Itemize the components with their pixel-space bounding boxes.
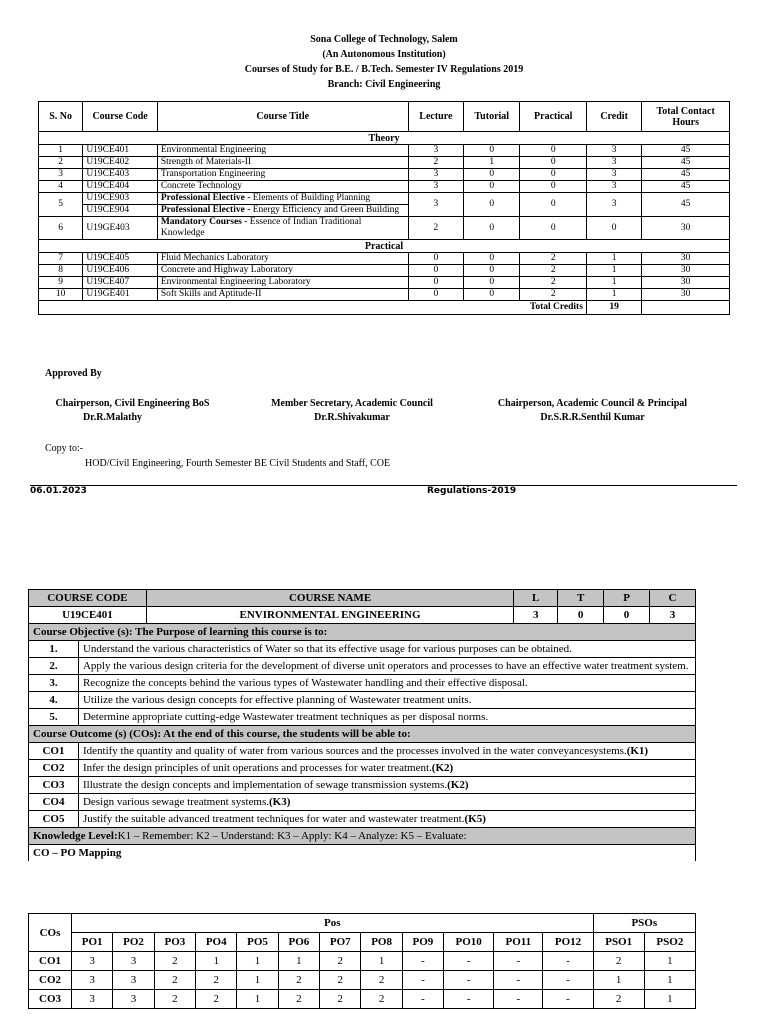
- table-row: [39, 289, 730, 301]
- total-credits-label: Total Credits: [39, 301, 587, 315]
- outcome-text: [78, 811, 695, 828]
- mapping-value: 2: [593, 990, 644, 1009]
- outcome-description: Illustrate the design concepts and implementation of sewage transmission systems.: [82, 779, 448, 791]
- course-name-header: COURSE NAME: [146, 590, 513, 607]
- mapping-value: 1: [644, 990, 695, 1009]
- course-code-cell: U19CE407: [83, 277, 158, 289]
- objective-number: 3.: [29, 675, 79, 692]
- mapping-co-label: CO2: [29, 971, 72, 990]
- tutorial-cell: 1: [464, 157, 520, 169]
- mapping-value: 1: [237, 990, 278, 1009]
- sno-cell: 3: [39, 169, 83, 181]
- mapping-column-header: PO12: [543, 933, 593, 952]
- table-row: [39, 157, 730, 169]
- practical-cell: 2: [520, 289, 586, 301]
- hours-cell: 30: [642, 253, 730, 265]
- mapping-value: -: [444, 952, 494, 971]
- column-header: Practical: [520, 102, 586, 132]
- hours-cell: 45: [642, 145, 730, 157]
- objective-heading-row: [29, 624, 696, 641]
- table-row: [39, 253, 730, 265]
- objective-row: [29, 675, 696, 692]
- elective-label: Professional Elective -: [160, 193, 251, 203]
- outcome-code: CO1: [29, 743, 79, 760]
- practical-cell: 0: [520, 181, 586, 193]
- institution-name: Sona College of Technology, Salem: [310, 34, 458, 45]
- mapping-column-header: PO9: [402, 933, 443, 952]
- tutorial-cell: 0: [464, 145, 520, 157]
- lecture-cell: 0: [408, 265, 463, 277]
- credit-cell: 3: [586, 145, 641, 157]
- mapping-value: 1: [237, 952, 278, 971]
- practical-cell: 0: [520, 157, 586, 169]
- copy-to-label: Copy to:-: [45, 443, 84, 454]
- sno-cell: 7: [39, 253, 83, 265]
- hours-cell: 45: [642, 193, 730, 217]
- mapping-value: 2: [278, 971, 319, 990]
- mapping-co-label: CO1: [29, 952, 72, 971]
- elective-label: Professional Elective -: [160, 205, 251, 215]
- knowledge-level: [29, 828, 696, 845]
- mapping-value: 1: [237, 971, 278, 990]
- branch-title: Branch: Civil Engineering: [327, 79, 441, 90]
- mapping-value: 2: [278, 990, 319, 1009]
- hours-cell: 30: [642, 277, 730, 289]
- mapping-column-header: PSO1: [593, 933, 644, 952]
- objective-number: 5.: [29, 709, 79, 726]
- table-row: [39, 181, 730, 193]
- objective-text: Recognize the concepts behind the various types of Wastewater handling and their effective disposal.: [78, 675, 695, 692]
- outcome-code: CO4: [29, 794, 79, 811]
- outcome-row: [29, 777, 696, 794]
- credit-cell: 3: [586, 157, 641, 169]
- credit-cell: 1: [586, 277, 641, 289]
- outcome-level: (K3): [269, 796, 291, 808]
- mapping-value: -: [402, 952, 443, 971]
- mapping-value: -: [543, 990, 593, 1009]
- mapping-row: [29, 952, 696, 971]
- course-code-cell: U19GE401: [83, 289, 158, 301]
- outcome-row: [29, 743, 696, 760]
- hours-cell: 45: [642, 169, 730, 181]
- mapping-value: 2: [196, 990, 237, 1009]
- course-title-cell: [157, 217, 408, 240]
- hours-cell: 45: [642, 157, 730, 169]
- footer-date: 06.01.2023: [30, 486, 87, 496]
- table-row: [39, 217, 730, 240]
- elective-title: Elements of Building Planning: [252, 193, 371, 203]
- outcome-description: Identify the quantity and quality of water from various sources and the processes involved in the water conveyancesystems.: [82, 745, 627, 757]
- copy-to-block: [45, 441, 390, 471]
- course-title-cell: Environmental Engineering Laboratory: [157, 277, 408, 289]
- mapping-value: 1: [196, 952, 237, 971]
- course-syllabus-table: [28, 589, 696, 861]
- mapping-value: 2: [196, 971, 237, 990]
- column-header: Total Contact Hours: [642, 102, 730, 132]
- mapping-value: 1: [593, 971, 644, 990]
- mapping-value: 3: [113, 990, 154, 1009]
- mapping-heading: CO – PO Mapping: [29, 845, 696, 862]
- outcome-row: [29, 760, 696, 777]
- mapping-column-header: PO11: [494, 933, 543, 952]
- mapping-value: -: [444, 990, 494, 1009]
- total-row: [39, 301, 730, 315]
- signature-block: [45, 397, 220, 425]
- mapping-value: 2: [320, 952, 361, 971]
- mandatory-label: Mandatory Courses -: [160, 217, 248, 227]
- course-title-cell: Fluid Mechanics Laboratory: [157, 253, 408, 265]
- pos-header: Pos: [72, 914, 594, 933]
- signatory-name: Dr.S.R.R.Senthil Kumar: [540, 412, 645, 423]
- tutorial-cell: 0: [464, 265, 520, 277]
- lecture-cell: 0: [408, 277, 463, 289]
- course-code-cell: U19CE903: [83, 193, 158, 205]
- mapping-value: 2: [361, 971, 402, 990]
- knowledge-text: K1 – Remember: K2 – Understand: K3 – Apply: K4 – Analyze: K5 – Evaluate:: [117, 830, 467, 842]
- credit-cell: 3: [586, 169, 641, 181]
- mapping-value: 1: [361, 952, 402, 971]
- sno-cell: 8: [39, 265, 83, 277]
- outcome-code: CO5: [29, 811, 79, 828]
- outcome-text: [78, 794, 695, 811]
- column-header: Course Code: [83, 102, 158, 132]
- signature-block: [490, 397, 695, 425]
- outcome-level: (K2): [431, 762, 454, 774]
- column-header: Course Title: [157, 102, 408, 132]
- mapping-value: 1: [644, 952, 695, 971]
- signatory-name: Dr.R.Malathy: [82, 412, 143, 423]
- outcome-description: Infer the design principles of unit operations and processes for water treatment.: [82, 762, 432, 774]
- lecture-cell: 0: [408, 253, 463, 265]
- knowledge-level-row: [29, 828, 696, 845]
- course-code-cell: U19CE403: [83, 169, 158, 181]
- outcome-heading-row: [29, 726, 696, 743]
- course-code-cell: U19CE405: [83, 253, 158, 265]
- mapping-row: [29, 990, 696, 1009]
- mapping-co-label: CO3: [29, 990, 72, 1009]
- outcome-row: [29, 794, 696, 811]
- signature-block: [262, 397, 442, 425]
- practical-cell: 2: [520, 277, 586, 289]
- course-title-cell: Concrete and Highway Laboratory: [157, 265, 408, 277]
- mapping-value: 1: [644, 971, 695, 990]
- mapping-value: 2: [154, 990, 195, 1009]
- tutorial-cell: 0: [464, 289, 520, 301]
- practical-cell: 0: [520, 169, 586, 181]
- mapping-column-header: PO4: [196, 933, 237, 952]
- objective-row: [29, 692, 696, 709]
- practical-cell: 2: [520, 253, 586, 265]
- sno-cell: 9: [39, 277, 83, 289]
- credit-cell: 1: [586, 253, 641, 265]
- mapping-row: [29, 971, 696, 990]
- hours-cell: 30: [642, 217, 730, 240]
- signatory-role: Chairperson, Civil Engineering BoS: [55, 398, 210, 409]
- credit-cell: 0: [586, 217, 641, 240]
- mapping-value: 3: [72, 952, 113, 971]
- psos-header: PSOs: [593, 914, 695, 933]
- mapping-value: 2: [320, 971, 361, 990]
- mapping-column-header: PO6: [278, 933, 319, 952]
- tutorial-cell: 0: [464, 253, 520, 265]
- hours-cell: 30: [642, 265, 730, 277]
- objective-text: Apply the various design criteria for the development of diverse unit operators and processes to have an effective water treatment system.: [78, 658, 695, 675]
- practical-cell: 2: [520, 265, 586, 277]
- mapping-value: -: [494, 990, 543, 1009]
- sno-cell: 10: [39, 289, 83, 301]
- outcome-row: [29, 811, 696, 828]
- course-title-cell: Transportation Engineering: [157, 169, 408, 181]
- mapping-column-header: PO8: [361, 933, 402, 952]
- p-header: P: [604, 590, 650, 607]
- mapping-value: 2: [154, 952, 195, 971]
- section-row: [39, 132, 730, 145]
- mapping-value: 3: [113, 971, 154, 990]
- outcome-text: [78, 760, 695, 777]
- table-row: [39, 277, 730, 289]
- mapping-value: -: [543, 952, 593, 971]
- column-header: Lecture: [408, 102, 463, 132]
- footer-regulation: Regulations-2019: [427, 486, 517, 496]
- tutorial-cell: 0: [464, 277, 520, 289]
- p-value: 0: [604, 607, 650, 624]
- lecture-cell: 3: [408, 181, 463, 193]
- mapping-value: 2: [154, 971, 195, 990]
- sno-cell: 4: [39, 181, 83, 193]
- mapping-columns-row: [29, 933, 696, 952]
- practical-cell: 0: [520, 193, 586, 217]
- mapping-column-header: PO5: [237, 933, 278, 952]
- mapping-value: 2: [593, 952, 644, 971]
- objective-number: 1.: [29, 641, 79, 658]
- outcome-code: CO2: [29, 760, 79, 777]
- mapping-value: 3: [113, 952, 154, 971]
- course-title-cell: Strength of Materials-II: [157, 157, 408, 169]
- tutorial-cell: 0: [464, 217, 520, 240]
- course-code-cell: U19CE404: [83, 181, 158, 193]
- table-header-row: [39, 102, 730, 132]
- course-header-row: [29, 590, 696, 607]
- mapping-value: -: [444, 971, 494, 990]
- objective-text: Understand the various characteristics of Water so that its effective usage for various purposes can be obtained.: [78, 641, 695, 658]
- outcome-level: (K5): [464, 813, 486, 825]
- lecture-cell: 3: [408, 193, 463, 217]
- signatory-role: Chairperson, Academic Council & Principal: [497, 398, 688, 409]
- mapping-group-row: [29, 914, 696, 933]
- table-row: [39, 169, 730, 181]
- table-row: [39, 145, 730, 157]
- practical-cell: 0: [520, 217, 586, 240]
- course-code-header: COURSE CODE: [29, 590, 147, 607]
- tutorial-cell: 0: [464, 181, 520, 193]
- objective-text: Utilize the various design concepts for effective planning of Wastewater treatment units.: [78, 692, 695, 709]
- mapping-column-header: PO3: [154, 933, 195, 952]
- signatory-name: Dr.R.Shivakumar: [314, 412, 390, 423]
- mapping-column-header: PO7: [320, 933, 361, 952]
- course-title-cell: [157, 193, 408, 205]
- sno-cell: 1: [39, 145, 83, 157]
- copy-to-text: HOD/Civil Engineering, Fourth Semester BE Civil Students and Staff, COE: [85, 458, 391, 469]
- mapping-value: -: [494, 971, 543, 990]
- empty-cell: [642, 301, 730, 315]
- t-header: T: [558, 590, 604, 607]
- cos-header: COs: [29, 914, 72, 952]
- tutorial-cell: 0: [464, 193, 520, 217]
- lecture-cell: 3: [408, 169, 463, 181]
- section-label: Theory: [39, 132, 730, 145]
- c-header: C: [650, 590, 696, 607]
- credit-cell: 3: [586, 181, 641, 193]
- total-credits-value: 19: [586, 301, 641, 315]
- course-title-cell: Concrete Technology: [157, 181, 408, 193]
- outcome-heading: Course Outcome (s) (COs): At the end of this course, the students will be able to:: [29, 726, 696, 743]
- outcome-text: [78, 777, 695, 794]
- objective-number: 2.: [29, 658, 79, 675]
- c-value: 3: [650, 607, 696, 624]
- credit-cell: 1: [586, 265, 641, 277]
- l-value: 3: [514, 607, 558, 624]
- mapping-value: -: [494, 952, 543, 971]
- lecture-cell: 3: [408, 145, 463, 157]
- course-code-cell: U19CE904: [83, 205, 158, 217]
- course-code-value: U19CE401: [29, 607, 147, 624]
- mapping-value: 2: [320, 990, 361, 1009]
- l-header: L: [514, 590, 558, 607]
- mapping-value: 2: [361, 990, 402, 1009]
- outcome-description: Design various sewage treatment systems.: [82, 796, 270, 808]
- course-title-cell: [157, 205, 408, 217]
- mapping-column-header: PO2: [113, 933, 154, 952]
- section-label: Practical: [39, 240, 730, 253]
- credit-cell: 1: [586, 289, 641, 301]
- mapping-value: 3: [72, 971, 113, 990]
- elective-title: Energy Efficiency and Green Building: [252, 205, 400, 215]
- column-header: S. No: [39, 102, 83, 132]
- outcome-description: Justify the suitable advanced treatment techniques for water and wastewater treatment.: [82, 813, 465, 825]
- course-code-cell: U19CE406: [83, 265, 158, 277]
- course-info-row: [29, 607, 696, 624]
- t-value: 0: [558, 607, 604, 624]
- mapping-heading-row: [29, 845, 696, 862]
- footer-divider: [30, 485, 737, 486]
- credit-cell: 3: [586, 193, 641, 217]
- lecture-cell: 2: [408, 217, 463, 240]
- approved-by-label: Approved By: [45, 368, 102, 379]
- sno-cell: 2: [39, 157, 83, 169]
- course-code-cell: U19CE402: [83, 157, 158, 169]
- practical-cell: 0: [520, 145, 586, 157]
- mapping-value: -: [402, 971, 443, 990]
- course-name-value: ENVIRONMENTAL ENGINEERING: [146, 607, 513, 624]
- sno-cell: 5: [39, 193, 83, 217]
- hours-cell: 45: [642, 181, 730, 193]
- course-code-cell: U19GE403: [83, 217, 158, 240]
- objective-row: [29, 641, 696, 658]
- column-header: Tutorial: [464, 102, 520, 132]
- table-row: [39, 265, 730, 277]
- institution-status: (An Autonomous Institution): [322, 49, 446, 60]
- objective-heading: Course Objective (s): The Purpose of learning this course is to:: [29, 624, 696, 641]
- hours-cell: 30: [642, 289, 730, 301]
- courses-of-study-table: [38, 101, 730, 315]
- course-title-cell: Environmental Engineering: [157, 145, 408, 157]
- outcome-code: CO3: [29, 777, 79, 794]
- sno-cell: 6: [39, 217, 83, 240]
- objective-text: Determine appropriate cutting-edge Wastewater treatment techniques as per disposal norms.: [78, 709, 695, 726]
- courses-title: Courses of Study for B.E. / B.Tech. Semester IV Regulations 2019: [244, 64, 524, 75]
- knowledge-label: Knowledge Level:: [33, 830, 118, 842]
- objective-row: [29, 709, 696, 726]
- lecture-cell: 2: [408, 157, 463, 169]
- mapping-column-header: PSO2: [644, 933, 695, 952]
- tutorial-cell: 0: [464, 169, 520, 181]
- co-po-mapping-table: [28, 913, 696, 1009]
- objective-row: [29, 658, 696, 675]
- mapping-value: -: [402, 990, 443, 1009]
- mapping-value: -: [543, 971, 593, 990]
- mapping-column-header: PO10: [444, 933, 494, 952]
- signatory-role: Member Secretary, Academic Council: [271, 398, 433, 409]
- column-header: Credit: [586, 102, 641, 132]
- mapping-value: 1: [278, 952, 319, 971]
- course-code-cell: U19CE401: [83, 145, 158, 157]
- mapping-column-header: PO1: [72, 933, 113, 952]
- mandatory-title: Essence of Indian Traditional Knowledge: [160, 217, 362, 238]
- section-row: [39, 240, 730, 253]
- table-row: [39, 193, 730, 205]
- course-title-cell: Soft Skills and Aptitude-II: [157, 289, 408, 301]
- objective-number: 4.: [29, 692, 79, 709]
- outcome-level: (K2): [447, 779, 469, 791]
- outcome-level: (K1): [626, 745, 649, 757]
- outcome-text: [78, 743, 695, 760]
- mapping-value: 3: [72, 990, 113, 1009]
- lecture-cell: 0: [408, 289, 463, 301]
